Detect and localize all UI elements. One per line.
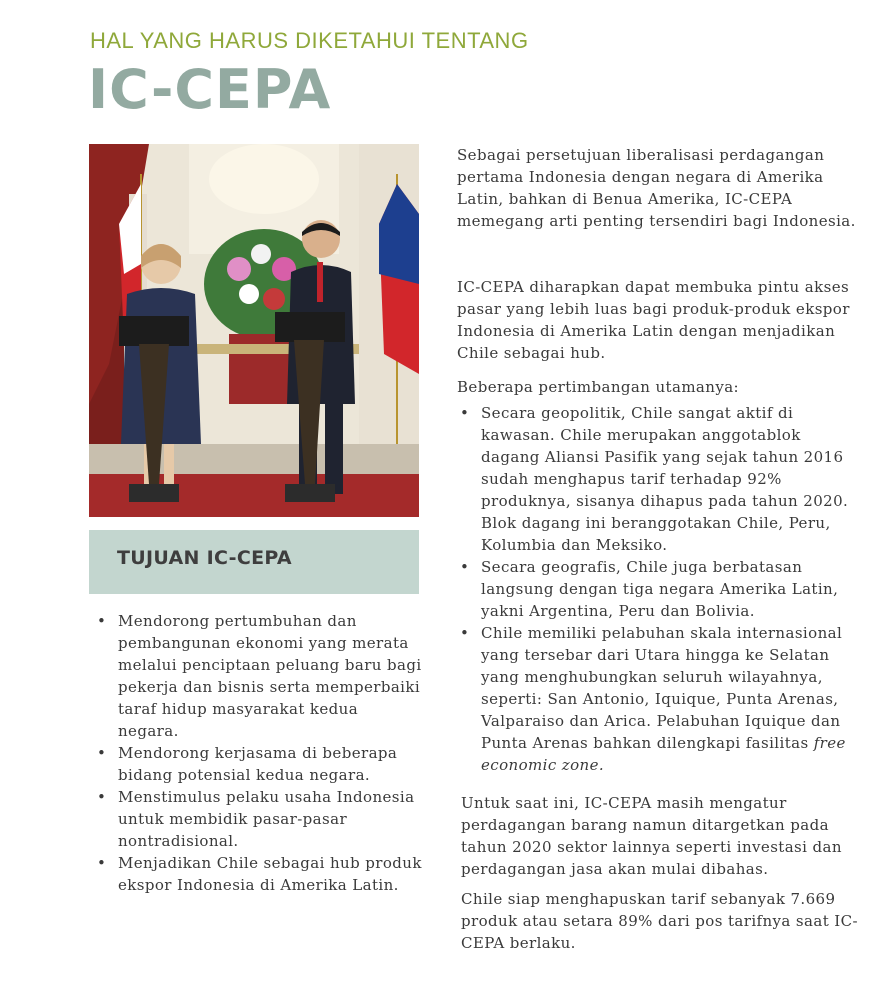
closing-paragraph-1: Untuk saat ini, IC-CEPA masih mengatur perdagangan barang namun ditargetkan pada tahun 2020 sektor lainnya seperti investasi dan perdagangan jasa akan mulai dibahas. — [461, 794, 842, 878]
page-title: IC-CEPA — [88, 58, 332, 121]
ports-text: Chile memiliki pelabuhan skala internasional yang tersebar dari Utara hingga ke Selatan yang menghubungkan seluruh wilayahnya, seperti: San Antonio, Iquique, Punta Arenas, Valparaiso dan Arica. Pelabuhan Iquique dan Punta Arenas bahkan dilengkapi fasilitas — [481, 624, 843, 752]
consideration-item-ports — [457, 622, 862, 776]
goals-heading: TUJUAN IC-CEPA — [117, 547, 292, 569]
goal-item: • Mendorong pertumbuhan dan pembangunan ekonomi yang merata melalui penciptaan peluang baru bagi pekerja dan bisnis serta memperbaiki taraf hidup masyarakat kedua negara. — [94, 610, 424, 742]
press-conference-photo — [89, 144, 419, 517]
goal-item: • Mendorong kerjasama di beberapa bidang potensial kedua negara. — [94, 742, 424, 786]
goal-item: • Menjadikan Chile sebagai hub produk ekspor Indonesia di Amerika Latin. — [94, 852, 424, 896]
consideration-item: • Secara geografis, Chile juga berbatasan langsung dengan tiga negara Amerika Latin, yakni Argentina, Peru dan Bolivia. — [457, 556, 862, 622]
closing-paragraph-2: Chile siap menghapuskan tarif sebanyak 7.669 produk atau setara 89% dari pos tarifnya saat IC-CEPA berlaku. — [461, 890, 858, 952]
page-kicker: HAL YANG HARUS DIKETAHUI TENTANG — [90, 28, 529, 53]
goals-heading-box — [89, 530, 419, 594]
considerations-list — [457, 402, 862, 776]
considerations-label: Beberapa pertimbangan utamanya: — [457, 378, 740, 396]
goals-list — [94, 610, 424, 896]
intro-paragraph-2: IC-CEPA diharapkan dapat membuka pintu akses pasar yang lebih luas bagi produk-produk ekspor Indonesia di Amerika Latin dengan menjadikan Chile sebagai hub. — [457, 278, 850, 362]
ports-italic-term: free economic zone. — [481, 734, 846, 774]
consideration-item: • Secara geopolitik, Chile sangat aktif di kawasan. Chile merupakan anggotablok dagang Aliansi Pasifik yang sejak tahun 2016 sudah menghapus tarif terhadap 92% produknya, sisanya dihapus pada tahun 2020. Blok dagang ini beranggotakan Chile, Peru, Kolumbia dan Meksiko. — [457, 402, 862, 556]
intro-paragraph-1: Sebagai persetujuan liberalisasi perdagangan pertama Indonesia dengan negara di Amerika Latin, bahkan di Benua Amerika, IC-CEPA memegang arti penting tersendiri bagi Indonesia. — [457, 146, 856, 230]
goal-item: • Menstimulus pelaku usaha Indonesia untuk membidik pasar-pasar nontradisional. — [94, 786, 424, 852]
